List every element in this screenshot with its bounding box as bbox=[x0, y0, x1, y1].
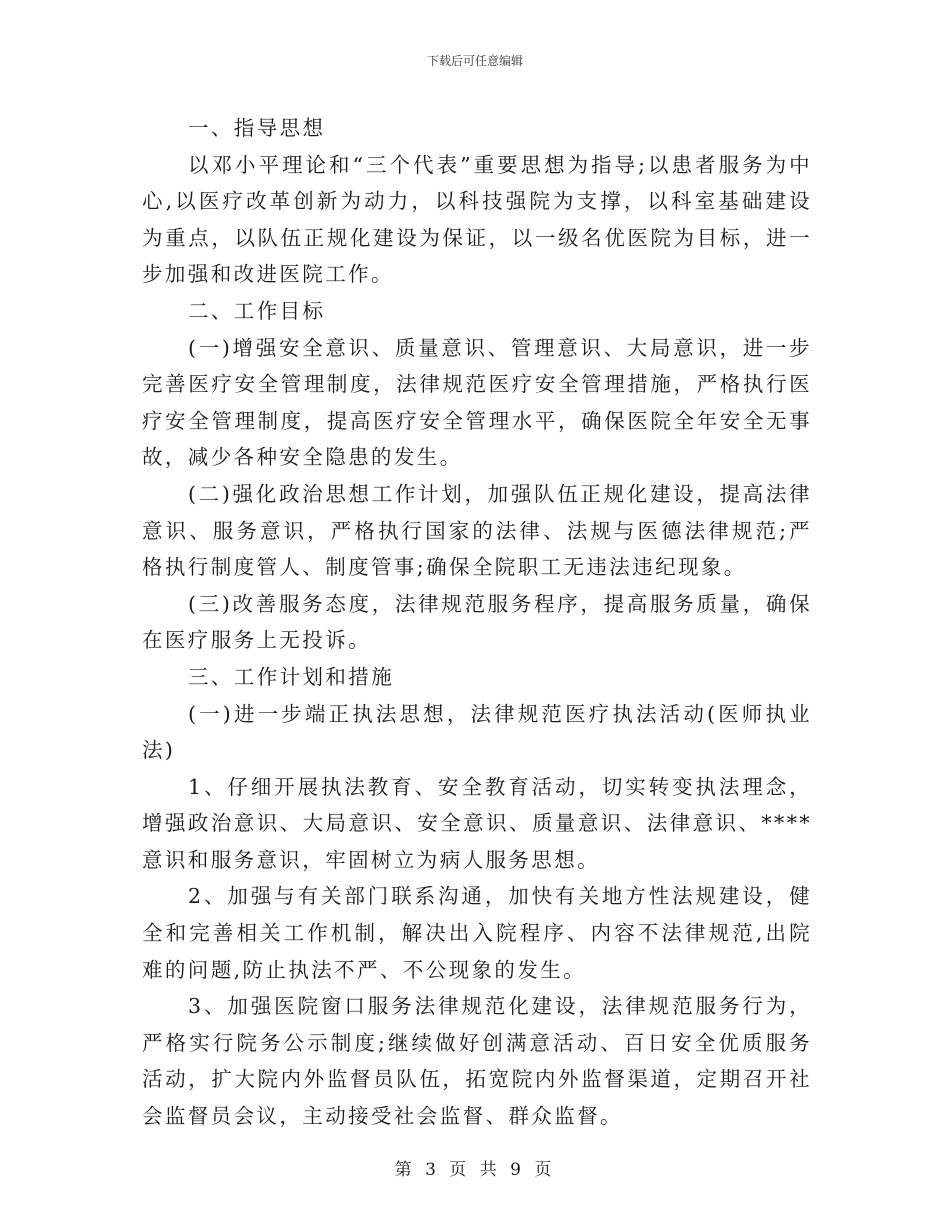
paragraph-goal-2: (二)强化政治思想工作计划，加强队伍正规化建设，提高法律意识、服务意识，严格执行国家的法律、法规与医德法律规范;严格执行制度管人、制度管事;确保全院职工无违法违纪现象。 bbox=[142, 481, 812, 580]
paragraph-guiding-thought: 以邓小平理论和“三个代表”重要思想为指导;以患者服务为中心,以医疗改革创新为动力，以科技强院为支撑，以科室基础建设为重点，以队伍正规化建设为保证，以一级名优医院为目标，进一步加强和改进医院工作。 bbox=[142, 152, 812, 287]
paragraph-measure-1-3: 3、加强医院窗口服务法律规范化建设，法律规范服务行为，严格实行院务公示制度;继续做好创满意活动、百日安全优质服务活动，扩大院内外监督员队伍，拓宽院内外监督渠道，定期召开社会监督员会议，主动接受社会监督、群众监督。 bbox=[142, 994, 812, 1129]
paragraph-measure-1-1: 1、仔细开展执法教育、安全教育活动，切实转变执法理念，增强政治意识、大局意识、安全意识、质量意识、法律意识、****意识和服务意识，牢固树立为病人服务思想。 bbox=[142, 774, 812, 872]
paragraph-measure-1-2: 2、加强与有关部门联系沟通，加快有关地方性法规建设，健全和完善相关工作机制，解决出入院程序、内容不法律规范,出院难的问题,防止执法不严、不公现象的发生。 bbox=[142, 884, 812, 982]
paragraph-goal-1: (一)增强安全意识、质量意识、管理意识、大局意识，进一步完善医疗安全管理制度，法律规范医疗安全管理措施，严格执行医疗安全管理制度，提高医疗安全管理水平，确保医院全年安全无事故，减少各种安全隐患的发生。 bbox=[142, 335, 812, 470]
section-heading-guiding-thought: 一、指导思想 bbox=[188, 116, 326, 140]
document-body bbox=[142, 110, 812, 1135]
paragraph-goal-3: (三)改善服务态度，法律规范服务程序，提高服务质量，确保在医疗服务上无投诉。 bbox=[142, 591, 812, 653]
section-heading-work-goals: 二、工作目标 bbox=[188, 298, 326, 323]
page-header: 下载后可任意编辑 bbox=[426, 54, 523, 68]
page-footer: 第 3 页 共 9 页 bbox=[394, 1160, 556, 1180]
subheading-measure-1: (一)进一步端正执法思想，法律规范医疗执法活动(医师执业法) bbox=[142, 701, 812, 763]
section-heading-plans-measures: 三、工作计划和措施 bbox=[188, 664, 395, 689]
